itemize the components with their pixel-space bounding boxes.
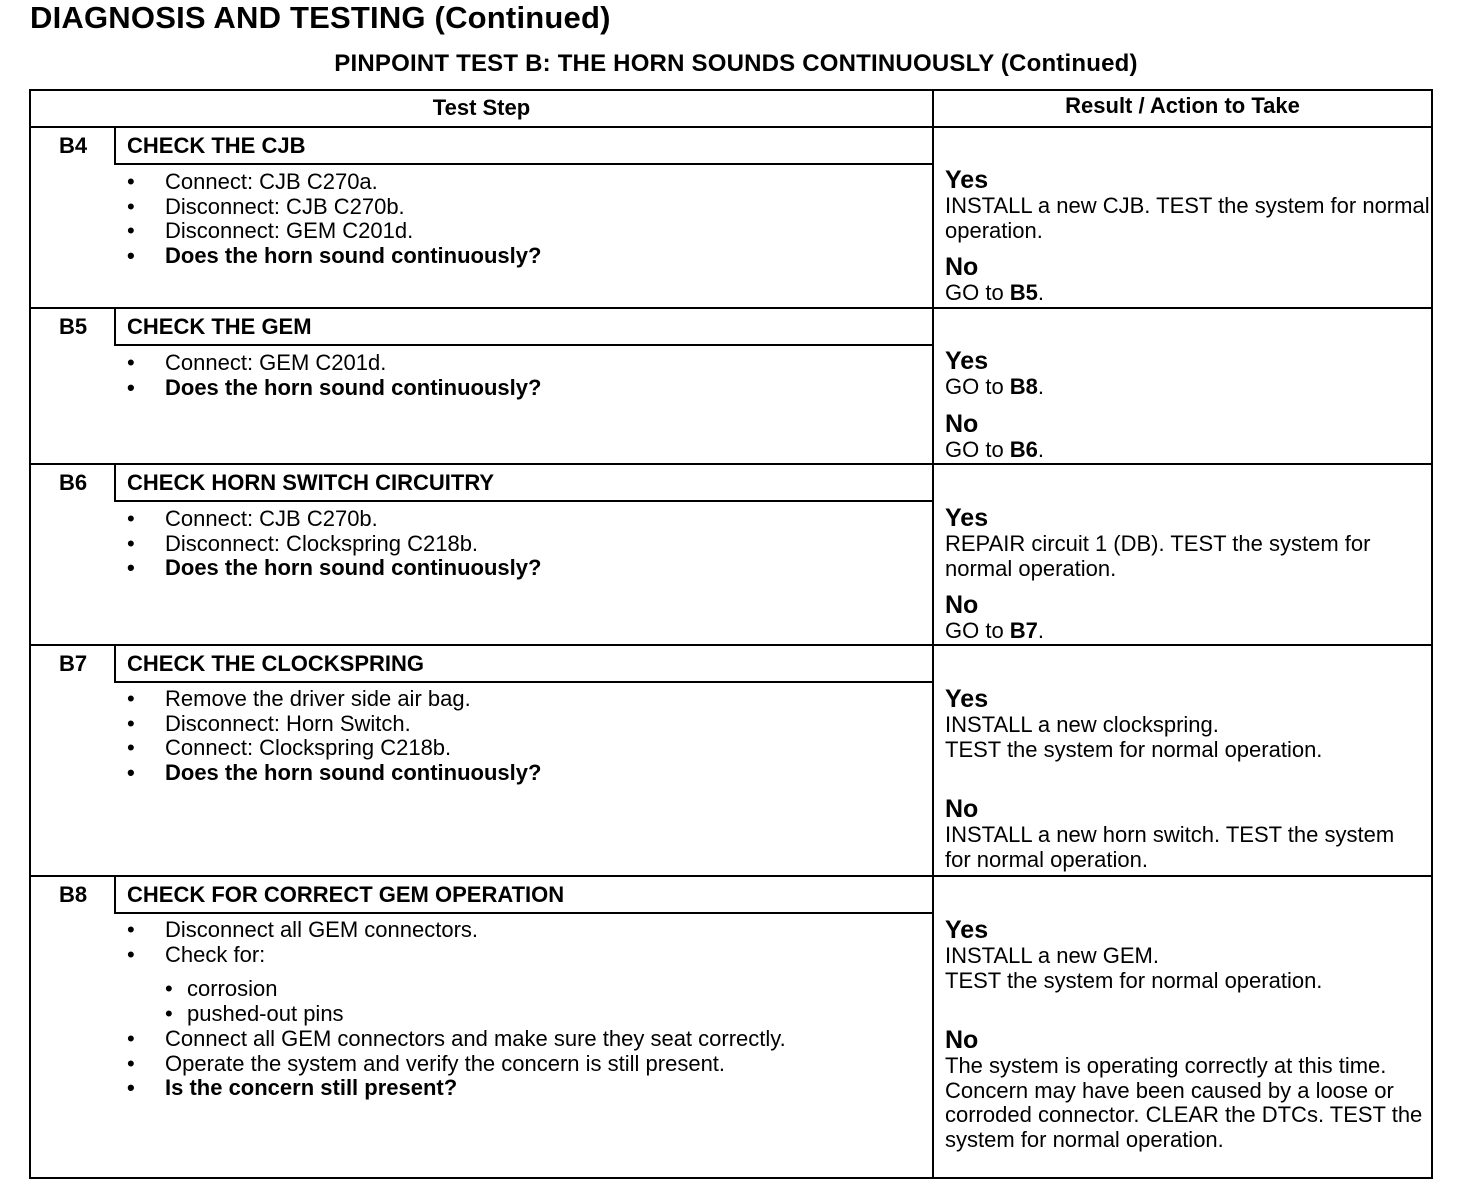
test-table xyxy=(29,89,1433,1179)
yes-action-line: INSTALL a new clockspring. xyxy=(945,712,1219,737)
yes-label: Yes xyxy=(945,166,989,194)
step-id-divider xyxy=(114,646,116,681)
step-question: • Does the horn sound continuously? xyxy=(125,376,925,401)
yes-action-text: GO to xyxy=(945,374,1010,399)
header-result-action: Result / Action to Take xyxy=(1065,93,1300,118)
no-action-text: GO to xyxy=(945,436,1010,462)
step-id-divider xyxy=(114,465,116,500)
yes-label: Yes xyxy=(945,504,989,532)
step-items xyxy=(125,351,925,400)
step-question: • Does the horn sound continuously? xyxy=(125,244,925,269)
sub-list-item: • corrosion xyxy=(165,977,925,1002)
step-id-divider xyxy=(114,128,116,163)
no-action xyxy=(945,619,1431,644)
header-test-step: Test Step xyxy=(432,95,531,120)
header-divider xyxy=(31,126,1431,128)
step-id: B4 xyxy=(58,133,88,158)
result-b5 xyxy=(945,347,1431,462)
step-reference: B5 xyxy=(1009,280,1038,305)
yes-action-line: TEST the system for normal operation. xyxy=(945,967,1323,993)
yes-action xyxy=(945,375,1431,400)
list-item xyxy=(125,943,925,1027)
no-label: No xyxy=(945,1026,979,1054)
step-id: B7 xyxy=(58,651,88,676)
step-id: B8 xyxy=(58,882,88,907)
step-question: • Does the horn sound continuously? xyxy=(125,556,925,581)
result-b4 xyxy=(945,166,1431,306)
list-item: • Connect: CJB C270a. xyxy=(125,170,925,195)
step-title: CHECK THE CJB xyxy=(127,133,306,158)
step-question: • Is the concern still present? xyxy=(125,1076,925,1101)
list-item-text: Check for: xyxy=(165,941,266,967)
row-divider xyxy=(31,307,1431,309)
step-items xyxy=(125,507,925,581)
no-label: No xyxy=(945,591,979,619)
list-item: • Disconnect: CJB C270b. xyxy=(125,195,925,220)
sub-list xyxy=(165,977,925,1026)
yes-label: Yes xyxy=(945,347,989,375)
no-label: No xyxy=(945,253,979,281)
list-item: • Connect: Clockspring C218b. xyxy=(125,736,925,761)
step-items xyxy=(125,918,925,1101)
list-item: • Disconnect: GEM C201d. xyxy=(125,219,925,244)
step-title: CHECK THE CLOCKSPRING xyxy=(127,651,425,676)
step-title-underline xyxy=(114,681,932,683)
no-action: INSTALL a new horn switch. TEST the system for normal operation. xyxy=(945,822,1395,872)
no-action: The system is operating correctly at this time. Concern may have been caused by a loose or corroded connector. CLEAR the DTCs. TEST the system for normal operation. xyxy=(945,1053,1423,1152)
step-reference: B8 xyxy=(1009,374,1038,399)
list-item: • Connect all GEM connectors and make sure they seat correctly. xyxy=(125,1027,925,1052)
no-action-text: GO to xyxy=(945,280,1010,305)
step-title-underline xyxy=(114,500,932,502)
step-title: CHECK HORN SWITCH CIRCUITRY xyxy=(127,470,495,495)
step-items xyxy=(125,687,925,786)
yes-label: Yes xyxy=(945,916,989,944)
row-divider xyxy=(31,875,1431,877)
step-reference: B7 xyxy=(1009,618,1038,643)
step-id: B6 xyxy=(58,470,88,495)
yes-action-suffix: . xyxy=(1037,374,1045,399)
no-action xyxy=(945,438,1431,463)
result-b6 xyxy=(945,504,1431,644)
result-b8 xyxy=(945,916,1431,1152)
list-item: • Disconnect: Horn Switch. xyxy=(125,712,925,737)
step-id-divider xyxy=(114,309,116,344)
step-title-underline xyxy=(114,344,932,346)
list-item: • Operate the system and verify the concern is still present. xyxy=(125,1052,925,1077)
no-label: No xyxy=(945,409,979,438)
row-divider xyxy=(31,463,1431,465)
step-title-underline xyxy=(114,912,932,914)
step-question: • Does the horn sound continuously? xyxy=(125,761,925,786)
no-action xyxy=(945,281,1431,306)
page-title: DIAGNOSIS AND TESTING (Continued) xyxy=(30,0,611,35)
list-item: • Remove the driver side air bag. xyxy=(125,687,925,712)
column-divider xyxy=(932,91,934,1177)
step-title: CHECK THE GEM xyxy=(127,314,312,339)
step-reference: B6 xyxy=(1009,436,1038,462)
list-item: • Connect: CJB C270b. xyxy=(125,507,925,532)
sub-list-item: • pushed-out pins xyxy=(165,1002,925,1027)
step-title-underline xyxy=(114,163,932,165)
list-item: • Disconnect all GEM connectors. xyxy=(125,918,925,943)
list-item: • Connect: GEM C201d. xyxy=(125,351,925,376)
list-item: • Disconnect: Clockspring C218b. xyxy=(125,532,925,557)
no-action-suffix: . xyxy=(1037,618,1045,643)
no-label: No xyxy=(945,795,979,823)
yes-action-line: INSTALL a new GEM. xyxy=(945,943,1159,968)
result-b7 xyxy=(945,685,1431,872)
yes-action: INSTALL a new CJB. TEST the system for normal operation. xyxy=(945,193,1430,243)
step-items xyxy=(125,170,925,269)
yes-action-line: TEST the system for normal operation. xyxy=(945,736,1323,762)
no-action-suffix: . xyxy=(1037,436,1045,462)
step-title: CHECK FOR CORRECT GEM OPERATION xyxy=(127,882,565,907)
no-action-suffix: . xyxy=(1037,280,1045,305)
step-id: B5 xyxy=(58,314,88,339)
pinpoint-test-title: PINPOINT TEST B: THE HORN SOUNDS CONTINUOUSLY (Continued) xyxy=(334,50,1138,77)
yes-label: Yes xyxy=(945,685,989,713)
no-action-text: GO to xyxy=(945,618,1010,643)
row-divider xyxy=(31,644,1431,646)
yes-action: REPAIR circuit 1 (DB). TEST the system for normal operation. xyxy=(945,531,1371,581)
step-id-divider xyxy=(114,877,116,912)
